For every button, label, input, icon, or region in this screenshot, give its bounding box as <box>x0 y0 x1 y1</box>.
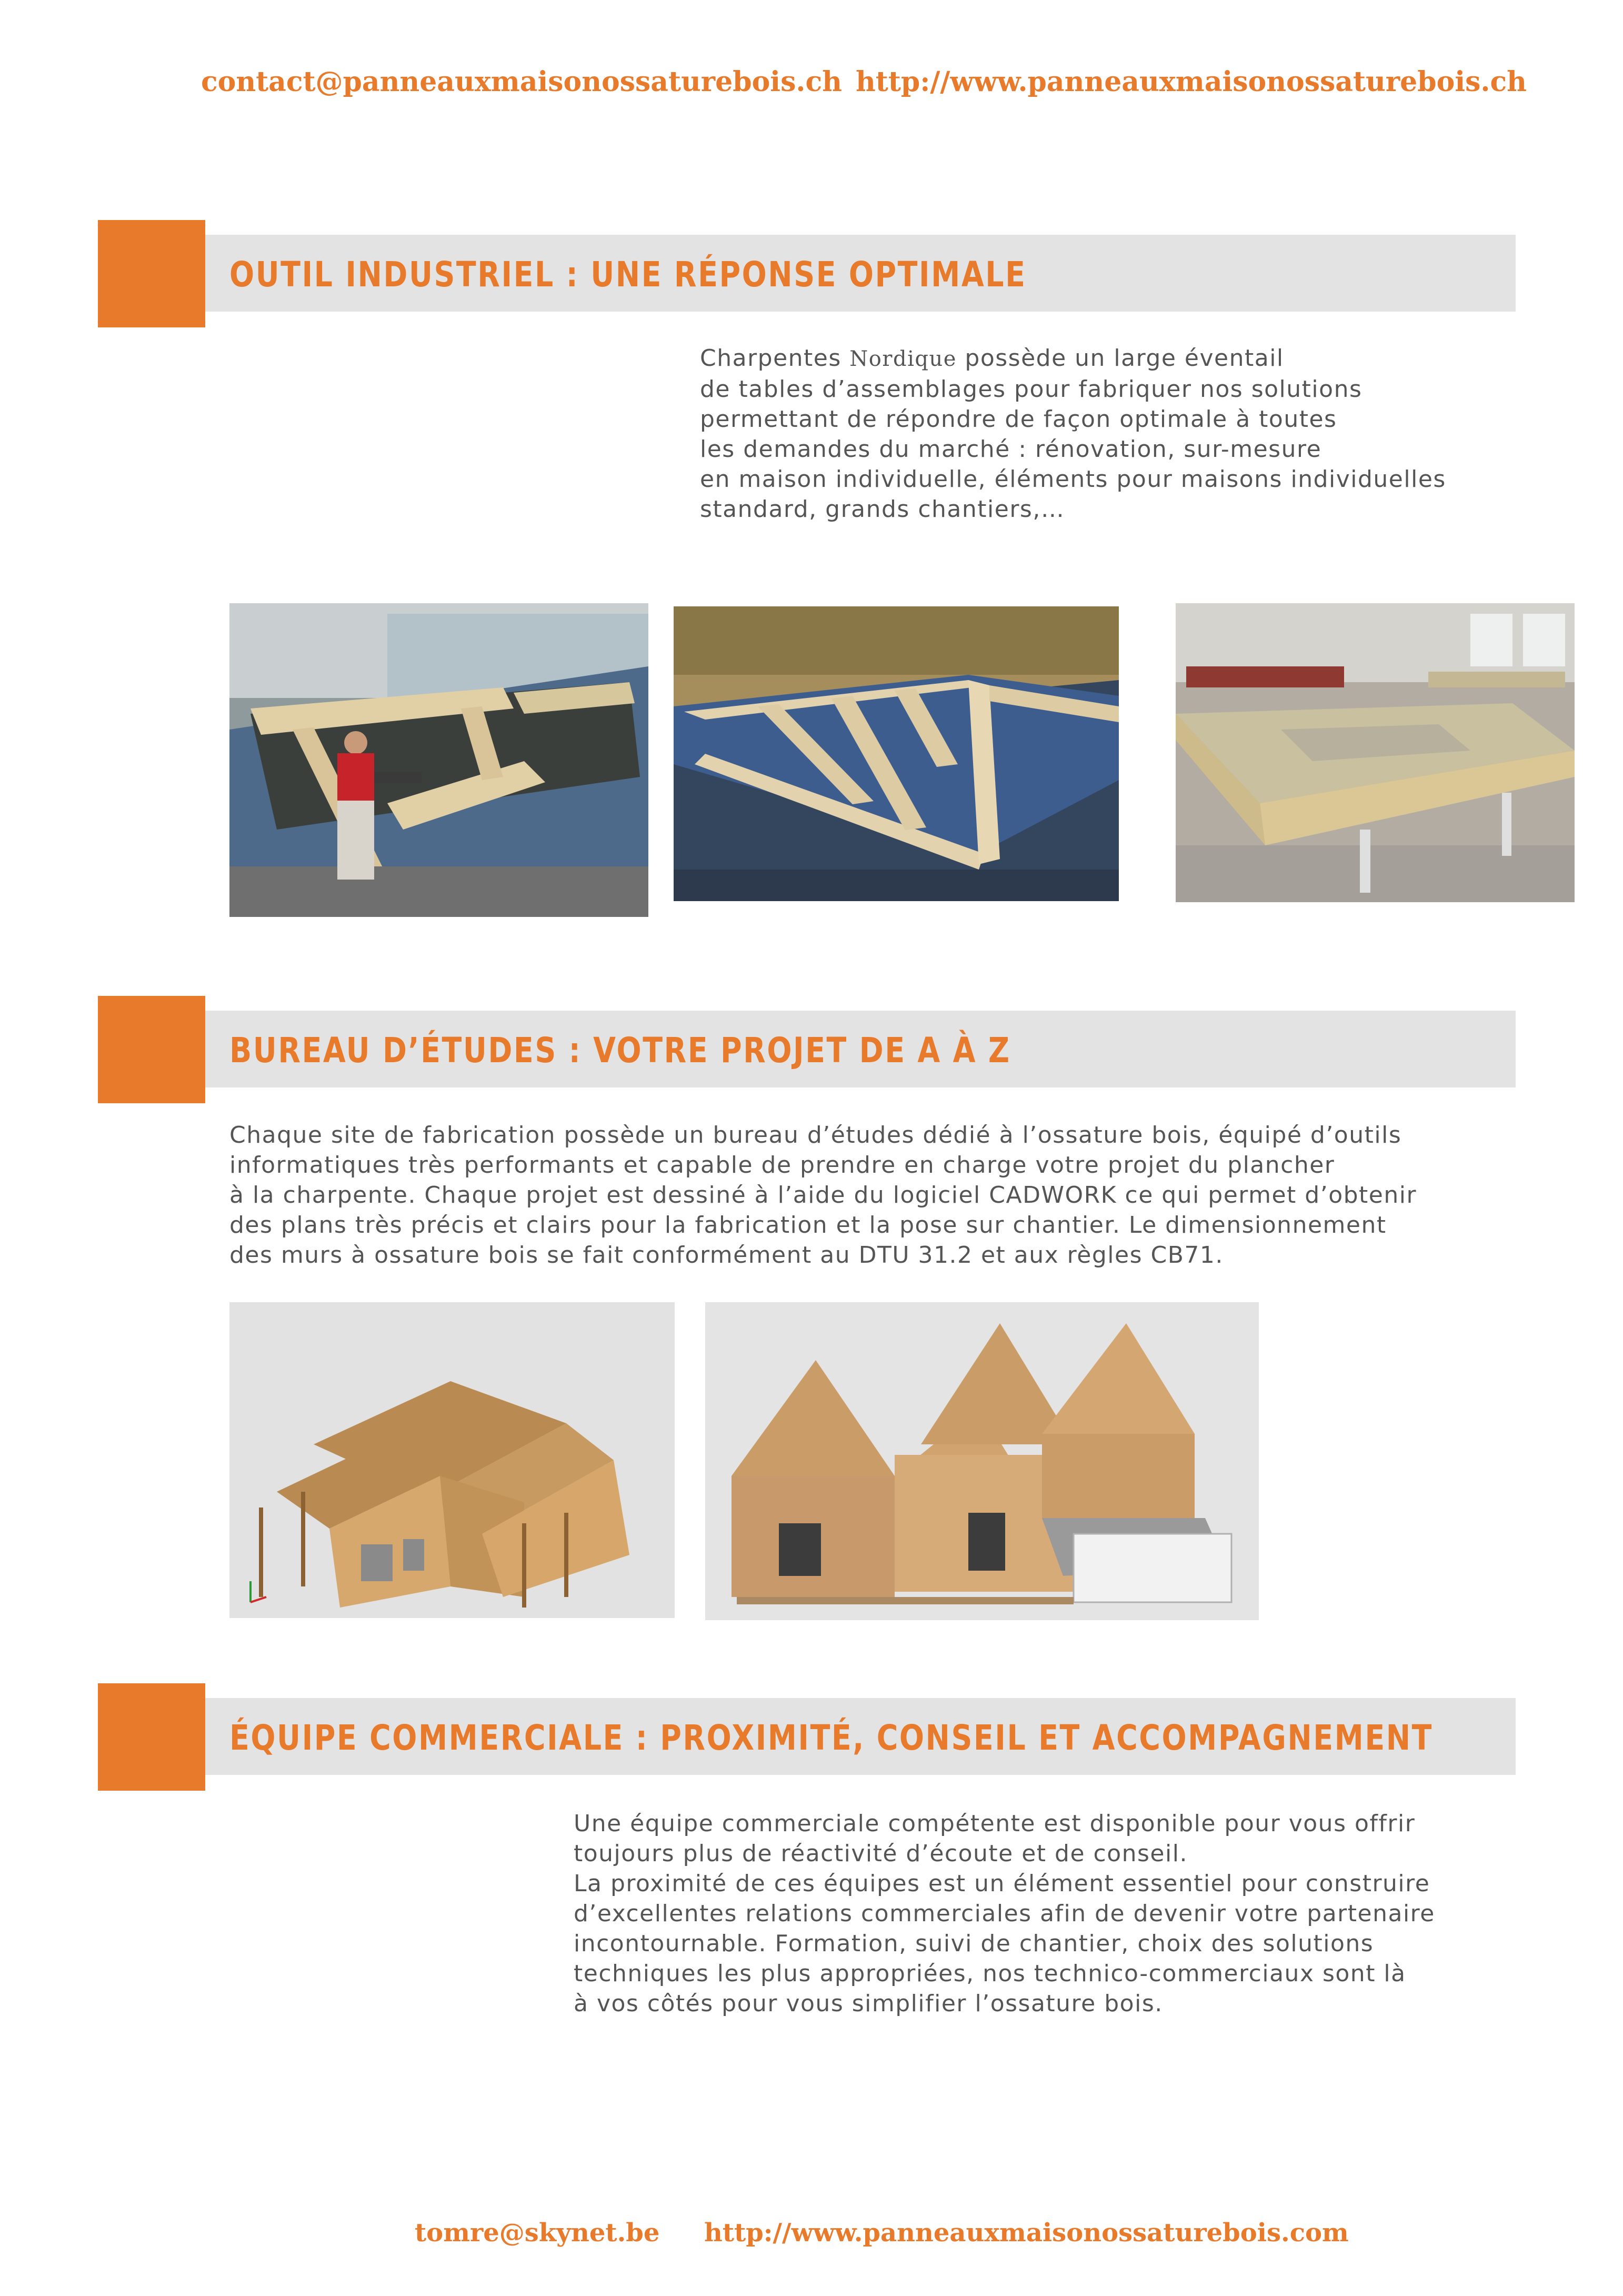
section3-line: La proximité de ces équipes est un élément essentiel pour construire <box>574 1870 1430 1897</box>
section3-line: techniques les plus appropriées, nos technico-commerciaux sont là <box>574 1960 1406 1987</box>
section1-line: les demandes du marché : rénovation, sur-mesure <box>700 436 1322 463</box>
section2-accent-block <box>98 996 205 1103</box>
photo-factory-floor-panel <box>1176 603 1575 902</box>
section1-line: en maison individuelle, éléments pour maisons individuelles <box>700 466 1446 493</box>
section2-line: à la charpente. Chaque projet est dessiné à l’aide du logiciel CADWORK ce qui permet d’obtenir <box>229 1182 1417 1209</box>
section2-paragraph <box>229 1120 1417 1270</box>
footer-email-link[interactable]: tomre@skynet.be <box>415 2218 660 2248</box>
section1-title: OUTIL INDUSTRIEL : UNE RÉPONSE OPTIMALE <box>229 254 1027 295</box>
section1-line: de tables d’assemblages pour fabriquer nos solutions <box>700 376 1362 403</box>
header-website-link[interactable]: http://www.panneauxmaisonossaturebois.ch <box>856 66 1527 98</box>
section1-paragraph <box>700 343 1446 524</box>
section3-accent-block <box>98 1683 205 1791</box>
section2-line: informatiques très performants et capable de prendre en charge votre projet du plancher <box>229 1152 1335 1179</box>
section1-line: standard, grands chantiers,… <box>700 496 1065 523</box>
footer-website-link[interactable]: http://www.panneauxmaisonossaturebois.com <box>704 2218 1349 2248</box>
brand-nordique: Nordique <box>849 347 957 371</box>
photo-wooden-frame-panel <box>674 606 1119 901</box>
section3-title: ÉQUIPE COMMERCIALE : PROXIMITÉ, CONSEIL ET ACCOMPAGNEMENT <box>229 1718 1434 1758</box>
section1-accent-block <box>98 220 205 327</box>
section2-line: des plans très précis et clairs pour la fabrication et la pose sur chantier. Le dimensionnement <box>229 1212 1387 1239</box>
cad-render-house-frame <box>229 1302 675 1618</box>
section3-line: à vos côtés pour vous simplifier l’ossature bois. <box>574 1990 1163 2017</box>
section3-line: incontournable. Formation, suivi de chantier, choix des solutions <box>574 1930 1374 1957</box>
section3-paragraph <box>574 1809 1435 2019</box>
photo-worker-assembly-table <box>229 603 648 917</box>
section1-line: permettant de répondre de façon optimale à toutes <box>700 406 1337 433</box>
section3-line: d’excellentes relations commerciales afin de devenir votre partenaire <box>574 1900 1435 1927</box>
section2-title: BUREAU D’ÉTUDES : VOTRE PROJET DE A À Z <box>229 1030 1011 1071</box>
section2-line: des murs à ossature bois se fait conformément au DTU 31.2 et aux règles CB71. <box>229 1242 1224 1269</box>
header-email-link[interactable]: contact@panneauxmaisonossaturebois.ch <box>201 66 842 98</box>
cad-render-gabled-walls <box>705 1302 1259 1620</box>
section1-line-1: Charpentes Nordique possède un large éventail <box>700 345 1284 372</box>
section3-line: toujours plus de réactivité d’écoute et de conseil. <box>574 1840 1188 1867</box>
section3-line: Une équipe commerciale compétente est disponible pour vous offrir <box>574 1810 1416 1837</box>
section2-line: Chaque site de fabrication possède un bureau d’études dédié à l’ossature bois, équipé d’outils <box>229 1122 1402 1149</box>
